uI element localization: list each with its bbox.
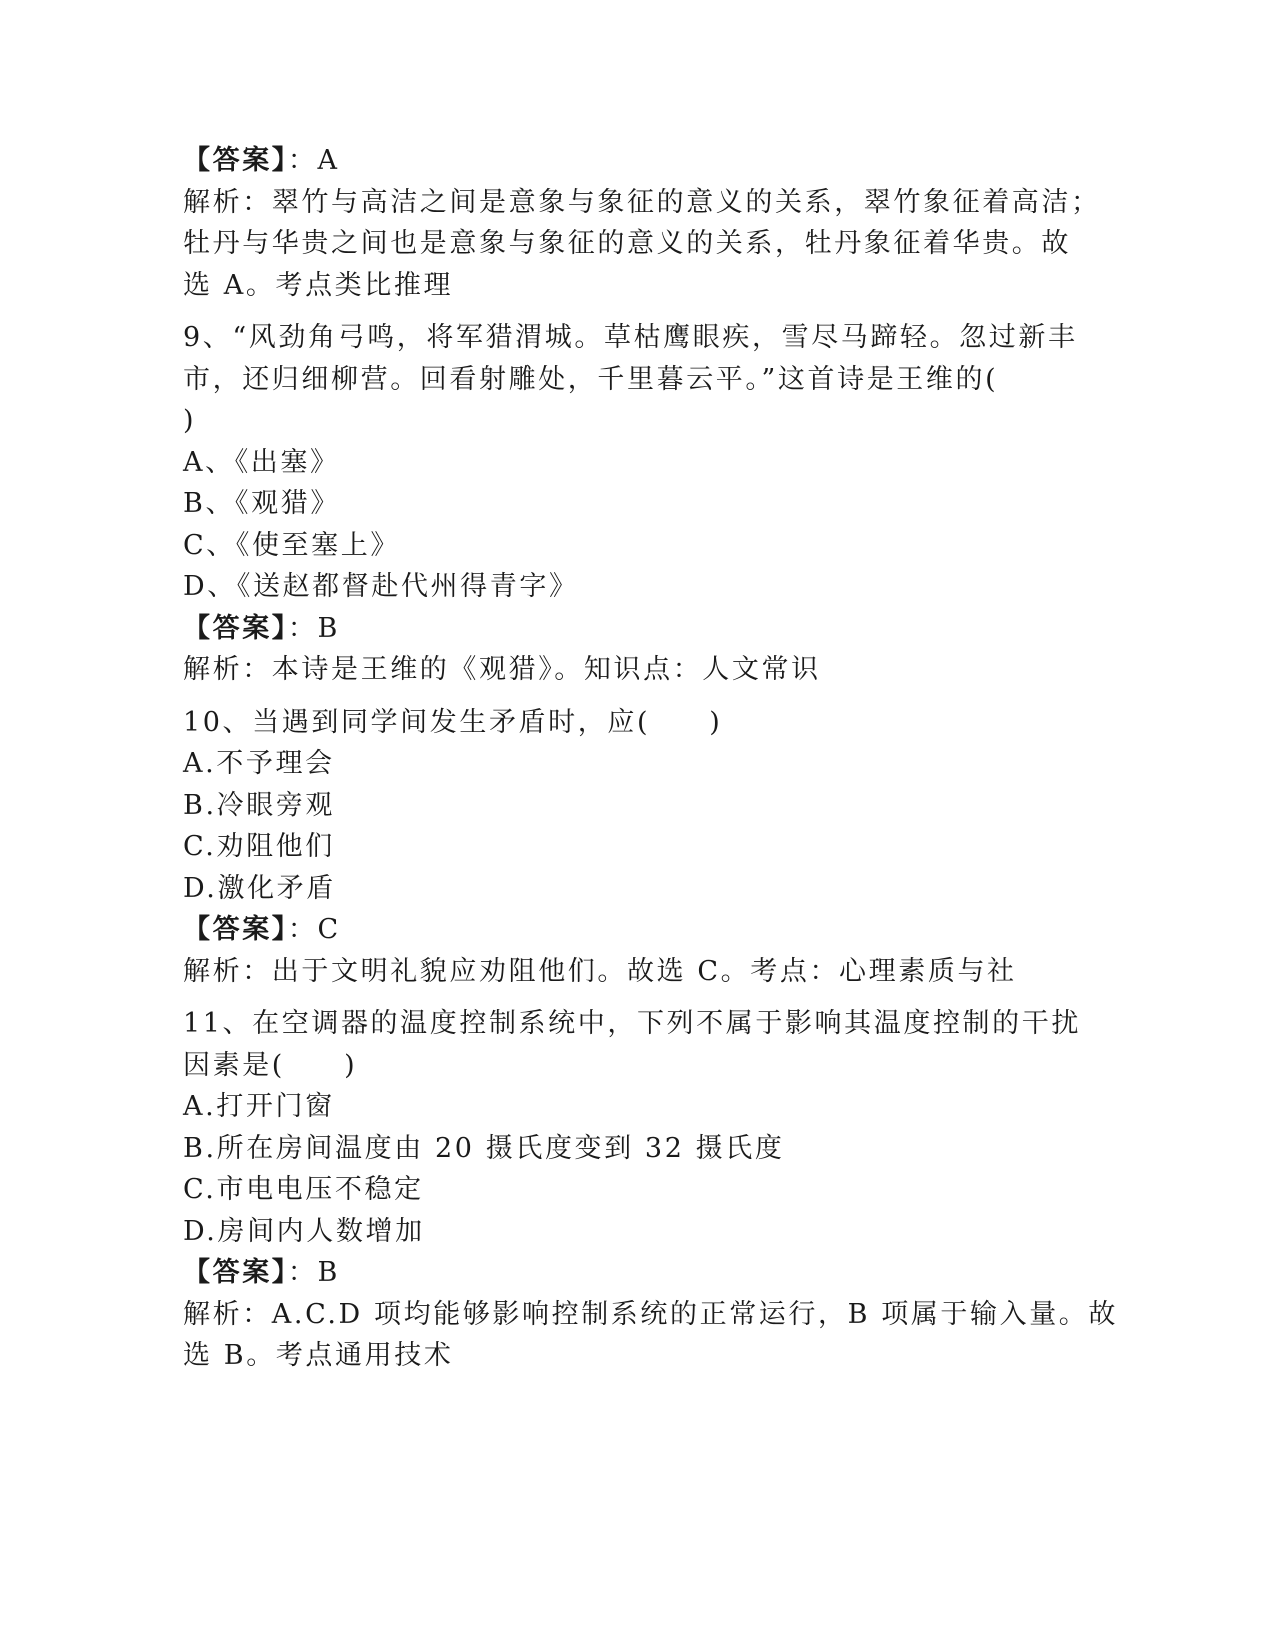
option-d: D.激化矛盾 bbox=[183, 872, 336, 904]
answer-value: ：B bbox=[287, 1257, 340, 1288]
answer-label: 【答案】 bbox=[183, 1257, 288, 1288]
answer-line bbox=[183, 140, 1063, 182]
option-a: A.打开门窗 bbox=[183, 1091, 335, 1122]
analysis-line: 牡丹与华贵之间也是意象与象征的意义的关系，牡丹象征着华贵。故 bbox=[183, 228, 1071, 259]
answer-value: ：A bbox=[287, 145, 340, 176]
option-d: D、《送赵都督赴代州得青字》 bbox=[183, 571, 579, 602]
analysis-line: 解析：翠竹与高洁之间是意象与象征的意义的关系，翠竹象征着高洁； bbox=[183, 186, 1101, 218]
document-page bbox=[183, 140, 1119, 1377]
question-stem: 11、在空调器的温度控制系统中，下列不属于影响其温度控制的干扰 bbox=[183, 1008, 1081, 1039]
answer-line bbox=[183, 1252, 1063, 1294]
answer-label: 【答案】 bbox=[183, 612, 288, 644]
question-stem: 9、“风劲角弓鸣，将军猎渭城。草枯鹰眼疾，雪尽马蹄轻。忽过新丰 bbox=[183, 322, 1078, 353]
option-c: C.劝阻他们 bbox=[183, 831, 335, 862]
question-stem: 市，还归细柳营。回看射雕处，千里暮云平。”这首诗是王维的( bbox=[183, 363, 999, 395]
analysis-line: 选 A。考点类比推理 bbox=[183, 269, 454, 301]
answer-line bbox=[183, 608, 1063, 650]
answer-label: 【答案】 bbox=[183, 145, 288, 176]
analysis-line: 解析：A.C.D 项均能够影响控制系统的正常运行，B 项属于输入量。故 bbox=[183, 1298, 1119, 1330]
option-a: A、《出塞》 bbox=[183, 446, 340, 478]
analysis-line: 选 B。考点通用技术 bbox=[183, 1340, 454, 1371]
analysis-line: 解析：本诗是王维的《观猎》。知识点：人文常识 bbox=[183, 654, 821, 685]
option-b: B.所在房间温度由 20 摄氏度变到 32 摄氏度 bbox=[183, 1132, 785, 1164]
answer-value: ：B bbox=[287, 612, 340, 644]
analysis-line: 解析：出于文明礼貌应劝阻他们。故选 C。考点：心理素质与社 bbox=[183, 955, 1017, 987]
option-b: B.冷眼旁观 bbox=[183, 789, 336, 821]
question-stem: ) bbox=[183, 405, 197, 436]
option-d: D.房间内人数增加 bbox=[183, 1215, 425, 1247]
option-b: B、《观猎》 bbox=[183, 488, 340, 519]
answer-label: 【答案】 bbox=[183, 914, 288, 945]
answer-line bbox=[183, 909, 1063, 951]
option-a: A.不予理会 bbox=[183, 748, 335, 779]
option-c: C、《使至塞上》 bbox=[183, 529, 400, 561]
question-stem: 10、当遇到同学间发生矛盾时，应( ) bbox=[183, 706, 723, 738]
option-c: C.市电电压不稳定 bbox=[183, 1174, 424, 1205]
answer-value: ：C bbox=[287, 914, 341, 945]
question-stem: 因素是( ) bbox=[183, 1049, 358, 1081]
